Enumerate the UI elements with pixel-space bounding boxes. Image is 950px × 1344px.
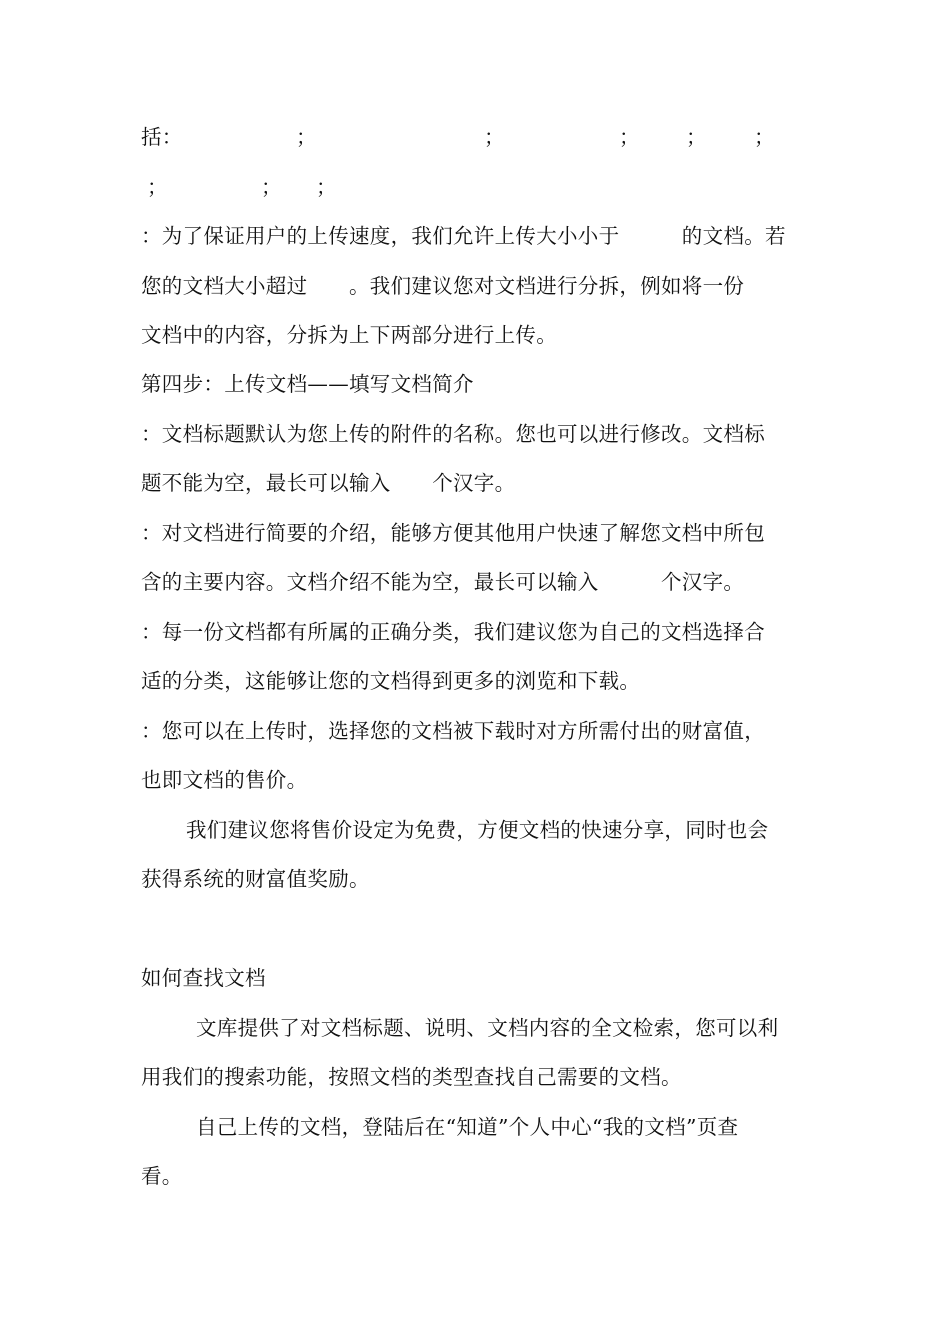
separator: ； bbox=[147, 175, 168, 199]
separator: ； bbox=[261, 175, 282, 199]
separator: ； bbox=[316, 175, 337, 199]
size-paragraph-line-1: ：为了保证用户的上传速度，我们允许上传大小小于 的文档。若 bbox=[141, 224, 786, 248]
mine-paragraph-line-1: 自己上传的文档，登陆后在“知道”个人中心“我的文档”页查 bbox=[196, 1115, 739, 1139]
mine-paragraph-line-2: 看。 bbox=[141, 1164, 183, 1188]
search-paragraph-line-1: 文库提供了对文档标题、说明、文档内容的全文检索，您可以利 bbox=[196, 1016, 779, 1040]
size-paragraph-line-3: 文档中的内容，分拆为上下两部分进行上传。 bbox=[141, 323, 557, 347]
price-paragraph-line-2: 也即文档的售价。 bbox=[141, 768, 308, 792]
title-paragraph-line-1: ：文档标题默认为您上传的附件的名称。您也可以进行修改。文档标 bbox=[141, 422, 765, 446]
category-paragraph-line-1: ：每一份文档都有所属的正确分类，我们建议您为自己的文档选择合 bbox=[141, 620, 765, 644]
separator: ； bbox=[686, 125, 707, 149]
search-paragraph-line-2: 用我们的搜索功能，按照文档的类型查找自己需要的文档。 bbox=[141, 1065, 682, 1089]
list-line-1: 括： bbox=[141, 125, 183, 149]
price-paragraph-line-1: ：您可以在上传时，选择您的文档被下载时对方所需付出的财富值， bbox=[141, 719, 765, 743]
intro-paragraph-line-1: ：对文档进行简要的介绍，能够方便其他用户快速了解您文档中所包 bbox=[141, 521, 765, 545]
separator: ； bbox=[484, 125, 505, 149]
intro-paragraph-line-2: 含的主要内容。文档介绍不能为空，最长可以输入 个汉字。 bbox=[141, 570, 745, 594]
separator: ； bbox=[619, 125, 640, 149]
separator: ； bbox=[296, 125, 317, 149]
title-paragraph-line-2: 题不能为空，最长可以输入 个汉字。 bbox=[141, 471, 516, 495]
advice-paragraph-line-2: 获得系统的财富值奖励。 bbox=[141, 867, 370, 891]
advice-paragraph-line-1: 我们建议您将售价设定为免费，方便文档的快速分享，同时也会 bbox=[186, 818, 769, 842]
find-heading: 如何查找文档 bbox=[141, 966, 266, 990]
step4-heading: 第四步：上传文档——填写文档简介 bbox=[141, 372, 474, 396]
category-paragraph-line-2: 适的分类，这能够让您的文档得到更多的浏览和下载。 bbox=[141, 669, 641, 693]
size-paragraph-line-2: 您的文档大小超过 。我们建议您对文档进行分拆，例如将一份 bbox=[141, 274, 745, 298]
separator: ； bbox=[754, 125, 775, 149]
